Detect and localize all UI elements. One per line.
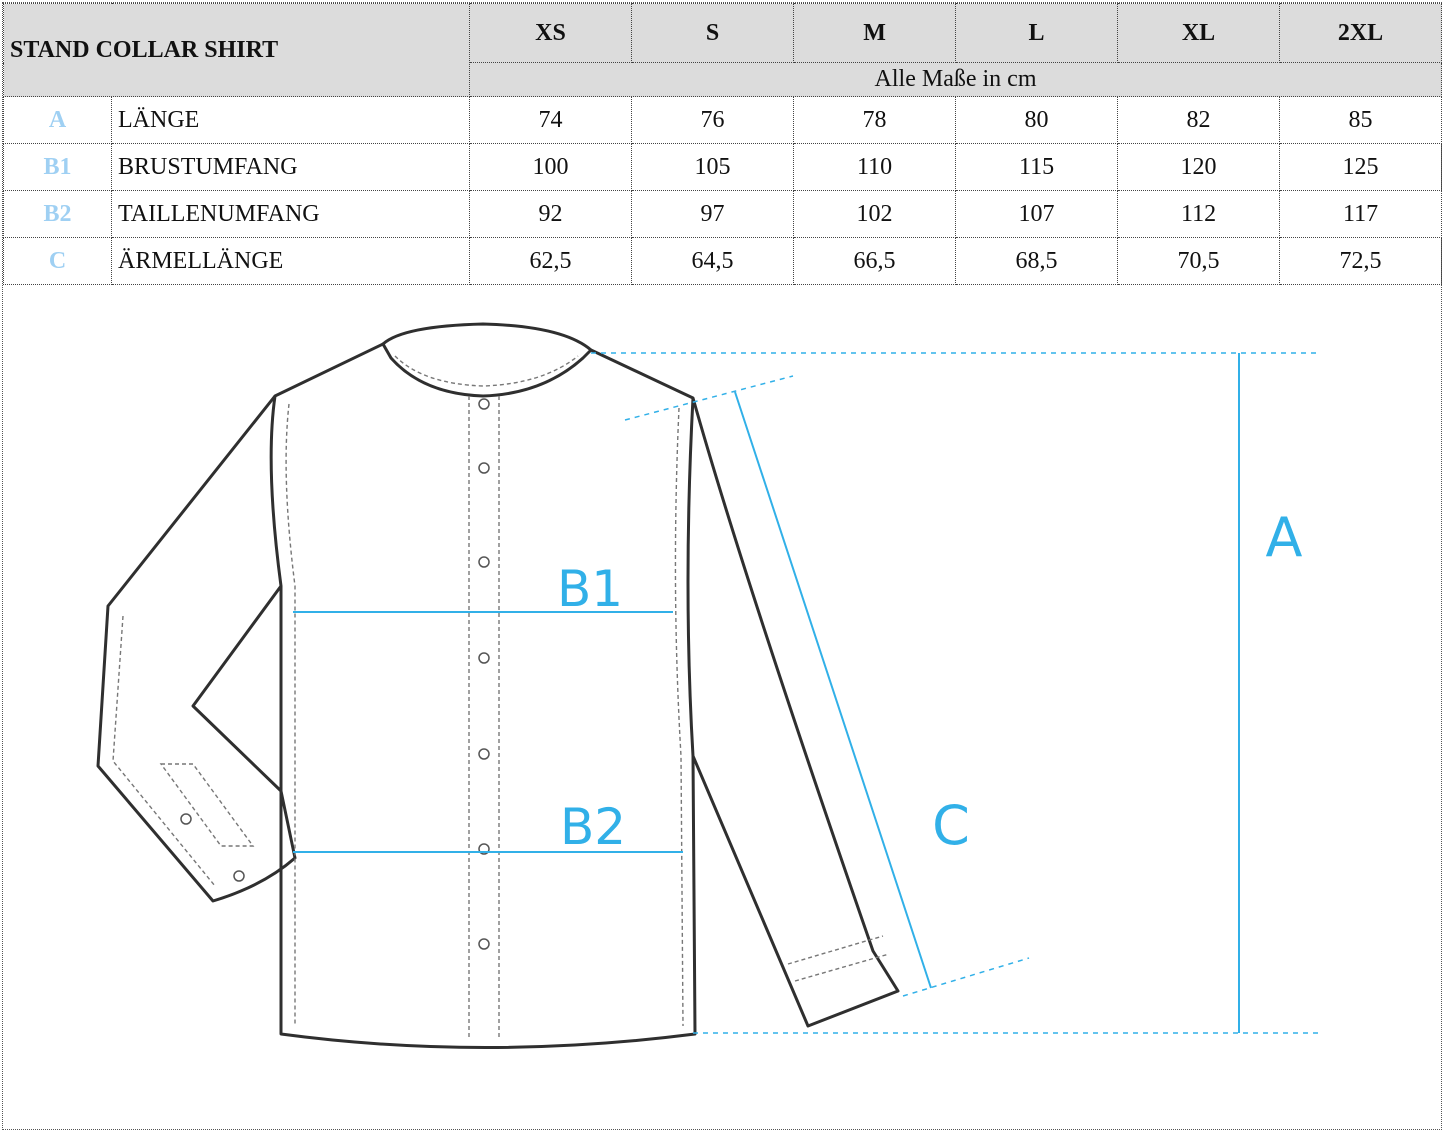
size-header: XS (470, 4, 632, 63)
measure-label: TAILLENUMFANG (112, 191, 470, 238)
measure-label: LÄNGE (112, 97, 470, 144)
measure-value: 74 (470, 97, 632, 144)
measure-value: 120 (1118, 144, 1280, 191)
label-b1: B1 (556, 560, 624, 618)
label-a: A (1265, 506, 1303, 569)
shirt-buttons (181, 399, 489, 949)
shirt-stitching (113, 356, 889, 1038)
measure-value: 107 (956, 191, 1118, 238)
size-header: M (794, 4, 956, 63)
product-title: STAND COLLAR SHIRT (4, 4, 470, 97)
measure-value: 68,5 (956, 238, 1118, 285)
size-header: L (956, 4, 1118, 63)
measure-value: 70,5 (1118, 238, 1280, 285)
table-row (4, 97, 1442, 144)
shirt-outline (98, 324, 898, 1048)
measure-value: 115 (956, 144, 1118, 191)
table-row (4, 144, 1442, 191)
measure-value: 110 (794, 144, 956, 191)
measure-value: 92 (470, 191, 632, 238)
table-row (4, 191, 1442, 238)
measure-value: 85 (1280, 97, 1442, 144)
measure-value: 105 (632, 144, 794, 191)
measure-value: 100 (470, 144, 632, 191)
measure-label: ÄRMELLÄNGE (112, 238, 470, 285)
measure-value: 72,5 (1280, 238, 1442, 285)
shirt-diagram (3, 286, 1441, 1129)
size-header: S (632, 4, 794, 63)
measure-value: 64,5 (632, 238, 794, 285)
measure-value: 78 (794, 97, 956, 144)
measure-value: 112 (1118, 191, 1280, 238)
size-chart (2, 2, 1442, 1130)
measure-value: 82 (1118, 97, 1280, 144)
measure-value: 66,5 (794, 238, 956, 285)
measure-code: B2 (4, 191, 112, 238)
measure-value: 117 (1280, 191, 1442, 238)
measure-value: 76 (632, 97, 794, 144)
size-header: XL (1118, 4, 1280, 63)
measure-value: 102 (794, 191, 956, 238)
measure-value: 97 (632, 191, 794, 238)
unit-note: Alle Maße in cm (470, 63, 1442, 97)
guide-lines (591, 353, 1321, 1033)
size-table (3, 3, 1442, 285)
measure-value: 62,5 (470, 238, 632, 285)
measurement-lines (293, 353, 1321, 1033)
size-header: 2XL (1280, 4, 1442, 63)
table-row (4, 238, 1442, 285)
measure-code: A (4, 97, 112, 144)
measure-code: B1 (4, 144, 112, 191)
size-header-row (4, 4, 1442, 63)
label-b2: B2 (559, 798, 627, 856)
measure-label: BRUSTUMFANG (112, 144, 470, 191)
measure-value: 125 (1280, 144, 1442, 191)
c-line (735, 392, 931, 988)
measure-value: 80 (956, 97, 1118, 144)
label-c: C (932, 794, 970, 857)
measure-code: C (4, 238, 112, 285)
